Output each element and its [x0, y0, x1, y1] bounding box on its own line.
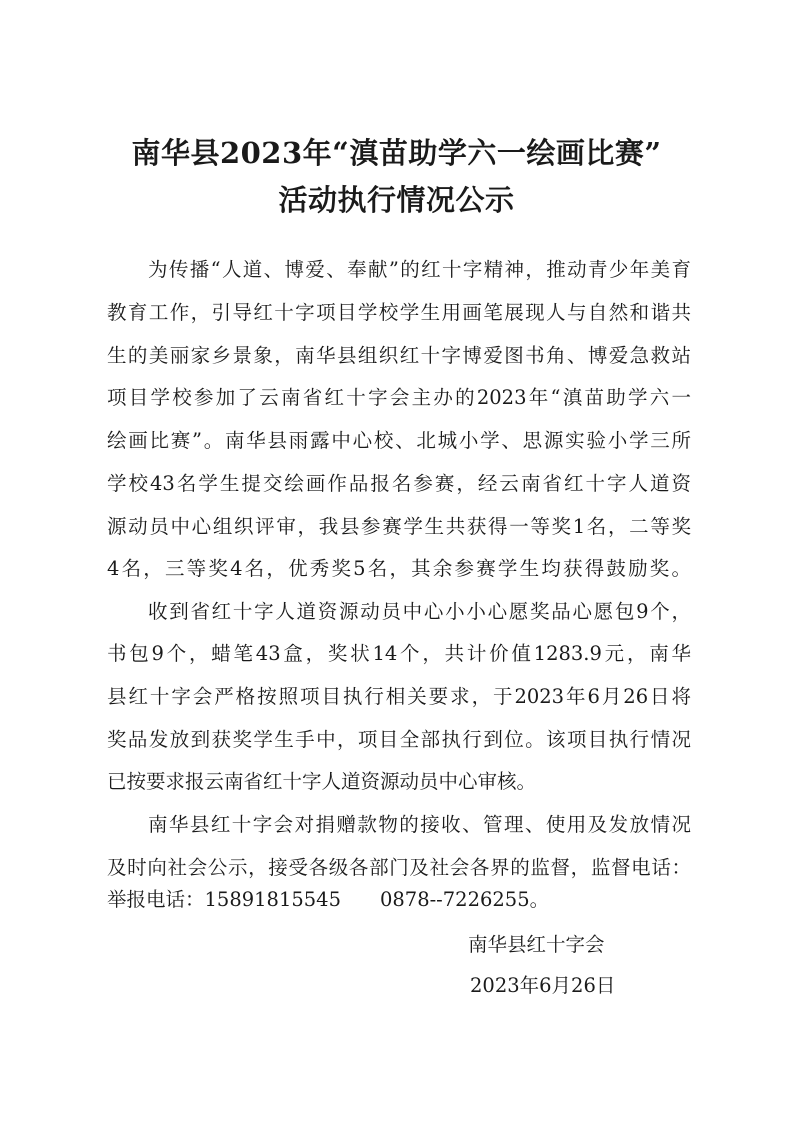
paragraph-line: 县红十字会严格按照项目执行相关要求，于2023年6月26日将: [107, 685, 691, 708]
paragraph-line: 书包9个，蜡笔43盒，奖状14个，共计价值1283.9元，南华: [107, 642, 691, 665]
signature-organization: 南华县红十字会: [468, 933, 605, 956]
document-title-line-1: 南华县2023年“滇苗助学六一绘画比赛”: [131, 136, 662, 170]
paragraph-line: 及时向社会公示，接受各级各部门及社会各界的监督，监督电话：: [107, 856, 691, 879]
document-title-line-2: 活动执行情况公示: [278, 183, 515, 217]
paragraph-line: 绘画比赛”。南华县雨露中心校、北城小学、思源实验小学三所: [107, 429, 691, 452]
paragraph-line: 为传播“人道、博爱、奉献”的红十字精神，推动青少年美育: [148, 258, 691, 281]
paragraph-line: 奖品发放到获奖学生手中，项目全部执行到位。该项目执行情况: [107, 728, 691, 751]
paragraph-line: 4名，三等奖4名，优秀奖5名，其余参赛学生均获得鼓励奖。: [107, 557, 691, 580]
paragraph-line: 学校43名学生提交绘画作品报名参赛，经云南省红十字人道资: [107, 472, 691, 495]
signature-date: 2023年6月26日: [470, 974, 616, 997]
paragraph-line: 已按要求报云南省红十字人道资源动员中心审核。: [107, 770, 537, 793]
paragraph-line: 生的美丽家乡景象，南华县组织红十字博爱图书角、博爱急救站: [107, 344, 691, 367]
paragraph-line: 教育工作，引导红十字项目学校学生用画笔展现人与自然和谐共: [107, 301, 691, 324]
paragraph-line: 源动员中心组织评审，我县参赛学生共获得一等奖1名，二等奖: [107, 515, 691, 538]
paragraph-line: 南华县红十字会对捐赠款物的接收、管理、使用及发放情况: [148, 813, 691, 836]
hotline-line: 举报电话：15891815545 0878--7226255。: [107, 888, 550, 911]
paragraph-line: 收到省红十字人道资源动员中心小小心愿奖品心愿包9个，: [148, 600, 691, 623]
paragraph-line: 项目学校参加了云南省红十字会主办的2023年“滇苗助学六一: [107, 386, 691, 409]
